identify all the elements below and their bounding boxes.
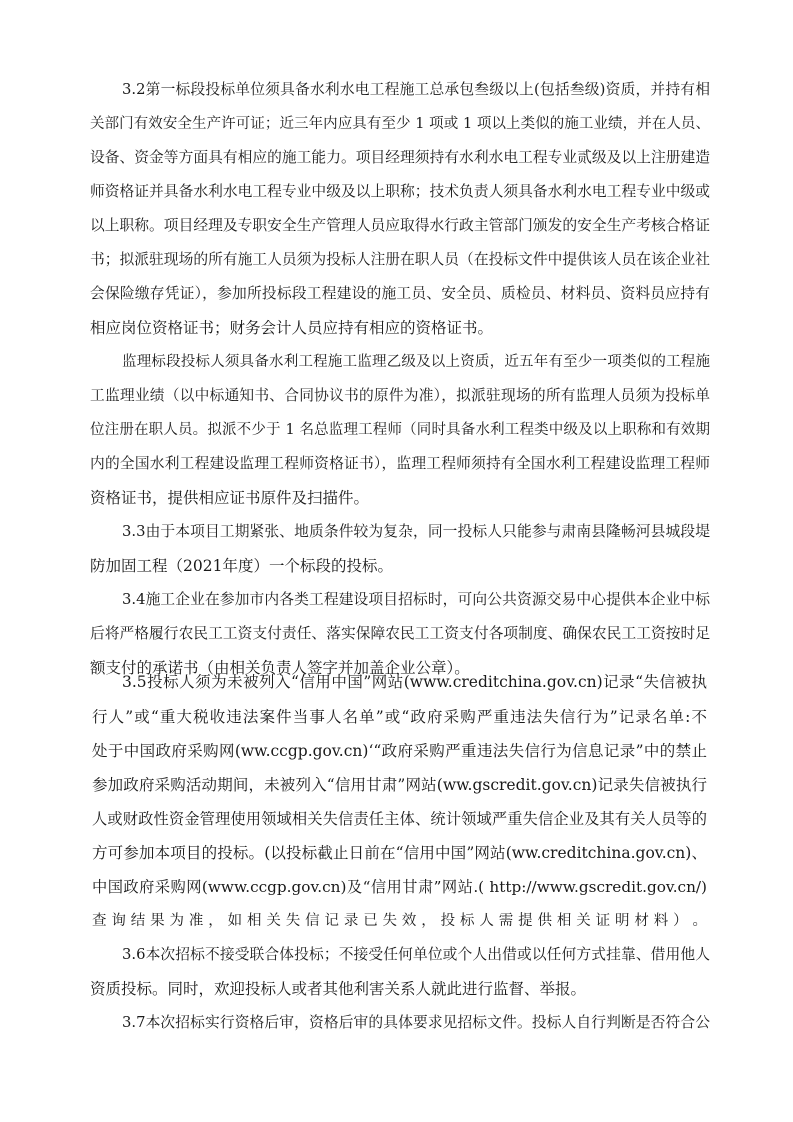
text-line: 会保险缴存凭证），参加所投标段工程建设的施工员、安全员、质检员、材料员、资料员应持有 — [90, 285, 710, 302]
text-line: 工监理业绩（以中标通知书、合同协议书的原件为准），拟派驻现场的所有监理人员须为投标单 — [90, 387, 710, 404]
text-line: 处于中国政府采购网(ww.ccgp.gov.cn)‘“政府采购严重违法失信行为信息记录”中的禁止 — [92, 742, 707, 760]
text-line: 监理标段投标人须具备水利工程施工监理乙级及以上资质，近五年有至少一项类似的工程施 — [122, 354, 710, 370]
text-line: 3.3由于本项目工期紧张、地质条件较为复杂，同一投标人只能参与肃南县隆畅河县城段堤 — [122, 523, 710, 540]
text-line: 人或财政性资金管理使用领域相关失信责任主体、统计领域严重失信企业及其有关人员等的 — [92, 810, 707, 828]
text-line: 3.6本次招标不接受联合体投标；不接受任何单位或个人出借或以任何方式挂靠、借用他人 — [122, 946, 710, 963]
text-line: 后将严格履行农民工工资支付责任、落实保障农民工工资支付各项制度、确保农民工工资按时足 — [90, 625, 710, 642]
text-line: 内的全国水利工程建设监理工程师资格证书），监理工程师须持有全国水利工程建设监理工程师 — [90, 455, 710, 472]
text-line: 以上职称。项目经理及专职安全生产管理人员应取得水行政主管部门颁发的安全生产考核合格证 — [90, 217, 710, 234]
text-line: 资格证书，提供相应证书原件及扫描件。 — [90, 489, 370, 507]
text-line: 方可参加本项目的投标。(以投标截止日前在“信用中国”网站(ww.creditchina.gov.cn)、 — [92, 844, 707, 862]
text-line: 相应岗位资格证书；财务会计人员应持有相应的资格证书。 — [90, 319, 494, 337]
text-line: 中国政府采购网(www.ccgp.gov.cn)及“信用甘肃”网站.( http://www.gscredit.gov.cn/) — [92, 878, 707, 896]
text-line: 3.2第一标段投标单位须具备水利水电工程施工总承包叁级以上(包括叁级)资质，并持有相 — [122, 81, 710, 98]
text-line: 3.5投标人须为未被列入“信用中国”网站(www.creditchina.gov.cn)记录“失信被执 — [122, 673, 707, 691]
text-line: 额支付的承诺书（由相关负责人签字并加盖企业公章）。 — [90, 659, 470, 677]
text-line: 师资格证并具备水利水电工程专业中级及以上职称；技术负责人须具备水利水电工程专业中级或 — [90, 183, 710, 200]
text-line: 关部门有效安全生产许可证；近三年内应具有至少 1 项或 1 项以上类似的施工业绩，并在人员、 — [90, 116, 710, 132]
text-line: 3.4施工企业在参加市内各类工程建设项目招标时，可向公共资源交易中心提供本企业中标 — [122, 591, 710, 608]
text-line: 书；拟派驻现场的所有施工人员须为投标人注册在职人员（在投标文件中提供该人员在该企业社 — [90, 251, 710, 268]
text-line: 3.7本次招标实行资格后审，资格后审的具体要求见招标文件。投标人自行判断是否符合公 — [122, 1014, 710, 1031]
text-line: 设备、资金等方面具有相应的施工能力。项目经理须持有水利水电工程专业贰级及以上注册建造 — [90, 149, 710, 166]
text-line: 查 询 结 果 为 准 ， 如 相 关 失 信 记 录 已 失 效 ， 投 标 人 需 提 供 相 关 证 明 材 料 ） 。 — [92, 913, 707, 929]
text-line: 参加政府采购活动期间，未被列入“信用甘肃”网站(ww.gscredit.gov.cn)记录失信被执行 — [92, 776, 707, 794]
text-line: 行人”或“重大税收违法案件当事人名单”或“政府采购严重违法失信行为”记录名单:不 — [92, 708, 707, 726]
text-line: 位注册在职人员。拟派不少于 1 名总监理工程师（同时具备水利工程类中级及以上职称和有效期 — [90, 422, 710, 438]
text-line: 资质投标。同时，欢迎投标人或者其他利害关系人就此进行监督、举报。 — [90, 980, 587, 998]
text-line: 防加固工程（2021年度）一个标段的投标。 — [90, 557, 393, 575]
